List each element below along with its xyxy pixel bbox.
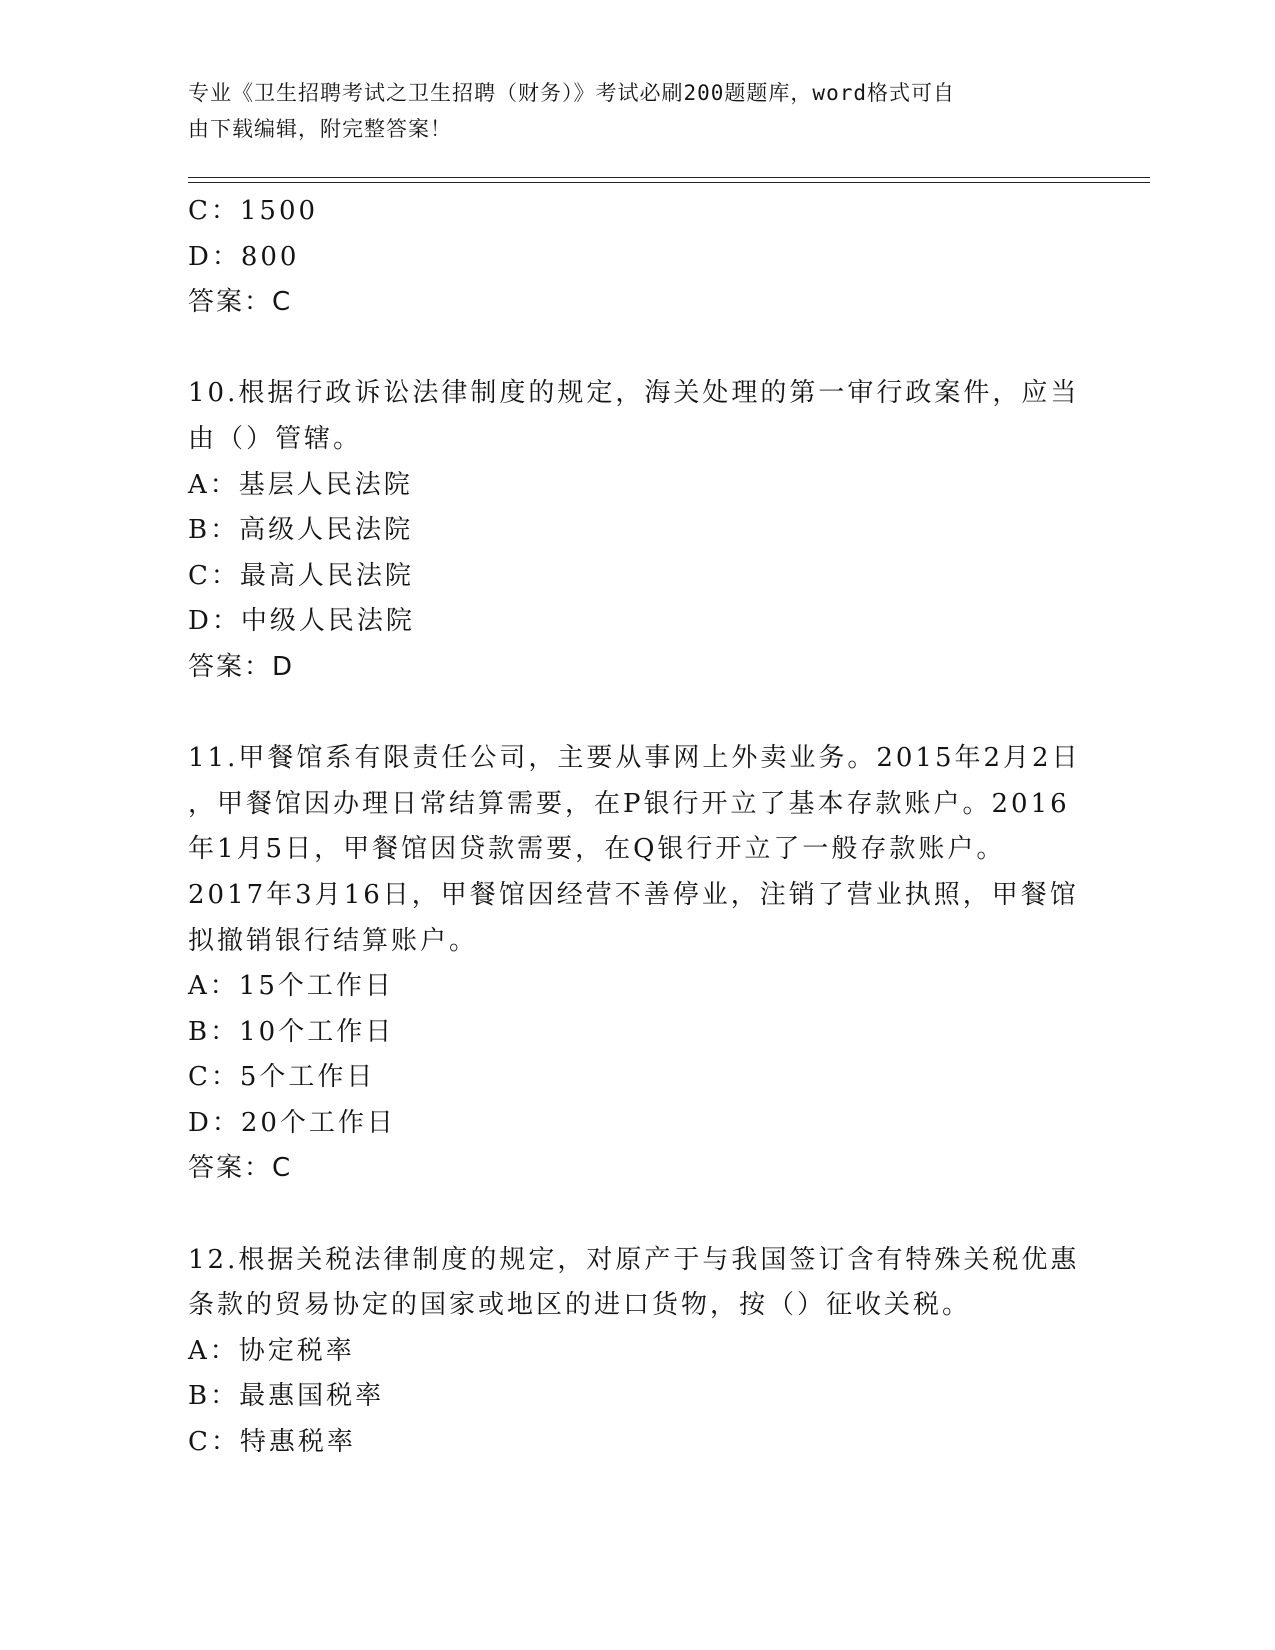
previous-question-tail (188, 189, 1108, 326)
spacer (188, 691, 1108, 737)
question-stem-line: 条款的贸易协定的国家或地区的进口货物，按（）征收关税。 (188, 1290, 972, 1321)
question-content (188, 189, 1108, 1466)
question-stem-line: 10.根据行政诉讼法律制度的规定，海关处理的第一审行政案件，应当 (188, 378, 1080, 409)
option-c: C：1500 (188, 196, 319, 226)
question-12 (188, 1238, 1108, 1466)
option-d: D：800 (188, 241, 300, 272)
question-stem-line: ，甲餐馆因办理日常结算需要，在P银行开立了基本存款账户。2016 (188, 788, 1070, 819)
question-stem-line: 年1月5日，甲餐馆因贷款需要，在Q银行开立了一般存款账户。 (188, 834, 1006, 865)
question-10 (188, 371, 1108, 690)
option-c: C：特惠税率 (188, 1427, 356, 1458)
option-a: A：15个工作日 (188, 971, 394, 1002)
question-stem-line: 拟撤销银行结算账户。 (188, 925, 479, 956)
spacer (188, 1192, 1108, 1238)
option-a: A：基层人民法院 (188, 469, 413, 500)
option-b: B：高级人民法院 (188, 515, 414, 546)
header-rule-bottom (188, 182, 1150, 183)
question-stem-line: 12.根据关税法律制度的规定，对原产于与我国签订含有特殊关税优惠 (188, 1244, 1080, 1275)
answer-line: 答案：D (188, 651, 295, 682)
header-rule-top (188, 177, 1150, 178)
option-b: B：最惠国税率 (188, 1381, 385, 1412)
option-c: C：最高人民法院 (188, 560, 414, 591)
spacer (188, 326, 1108, 372)
option-d: D：中级人民法院 (188, 606, 415, 637)
option-c: C：5个工作日 (188, 1062, 376, 1093)
header-line-1: 专业《卫生招聘考试之卫生招聘（财务）》考试必刷200题题库，word格式可自 (188, 81, 955, 105)
header-line-2: 由下载编辑，附完整答案！ (188, 117, 452, 141)
question-stem-line: 2017年3月16日，甲餐馆因经营不善停业，注销了营业执照，甲餐馆 (188, 879, 1079, 910)
question-stem-line: 11.甲餐馆系有限责任公司，主要从事网上外卖业务。2015年2月2日 (188, 743, 1081, 774)
answer-line: 答案：C (188, 1153, 293, 1184)
option-a: A：协定税率 (188, 1335, 355, 1366)
option-d: D：20个工作日 (188, 1107, 396, 1138)
question-stem-line: 由（）管辖。 (188, 423, 363, 454)
option-b: B：10个工作日 (188, 1016, 395, 1047)
question-11 (188, 736, 1108, 1192)
answer-line: 答案：C (188, 287, 293, 318)
document-header (188, 75, 1068, 147)
